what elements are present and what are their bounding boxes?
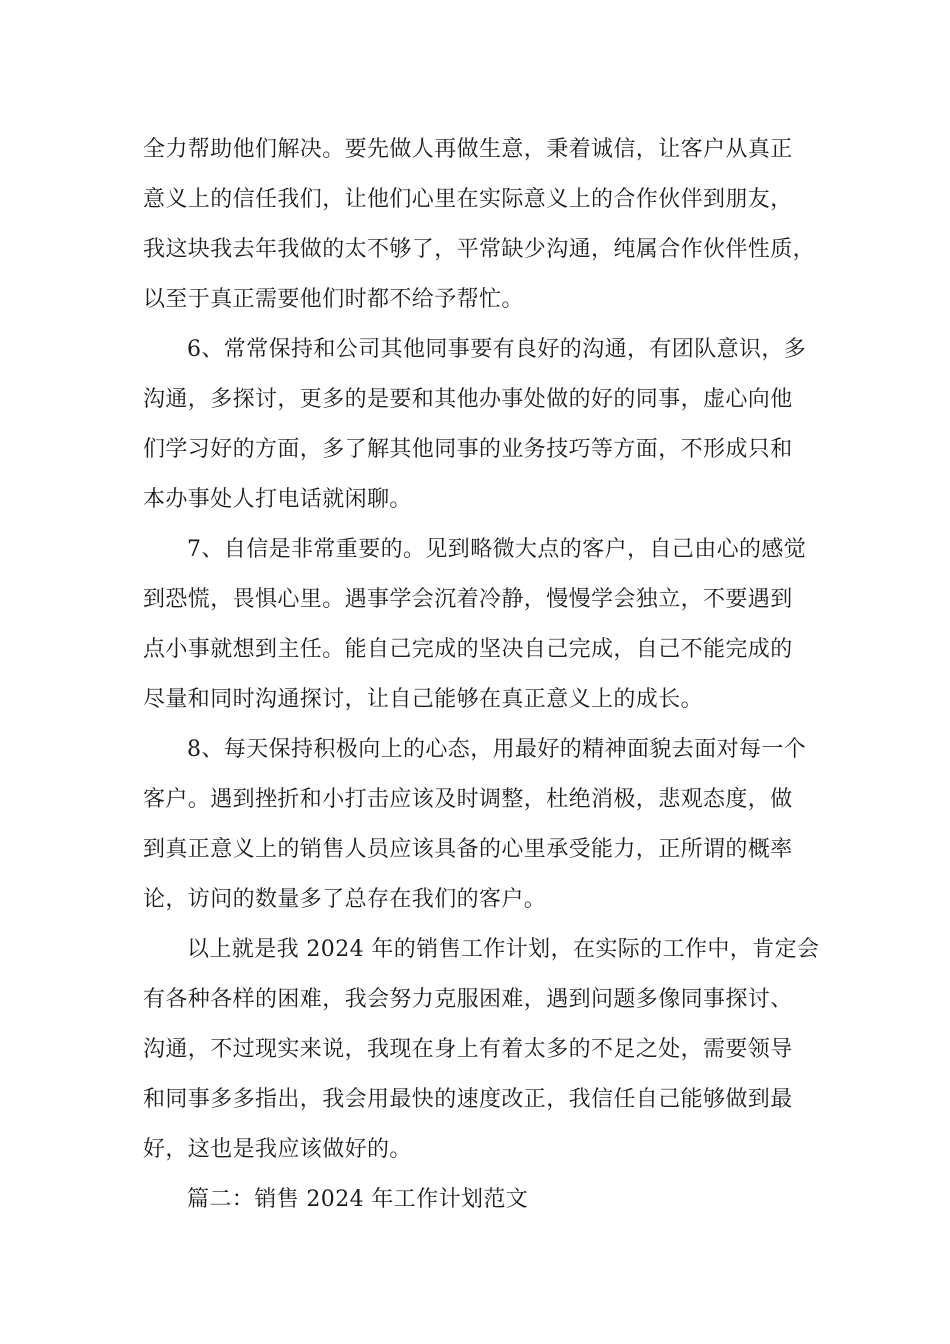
text-line: 到恐慌，畏惧心里。遇事学会沉着冷静，慢慢学会独立，不要遇到 — [143, 587, 793, 612]
text-line: 们学习好的方面，多了解其他同事的业务技巧等方面，不形成只和 — [143, 437, 793, 462]
conclusion-first-line: 以上就是我 2024 年的销售工作计划，在实际的工作中，肯定会 — [187, 937, 820, 962]
text-line: 有各种各样的困难，我会努力克服困难，遇到问题多像同事探讨、 — [143, 987, 793, 1012]
text-line: 以至于真正需要他们时都不给予帮忙。 — [143, 287, 524, 312]
text-line: 点小事就想到主任。能自己完成的坚决自己完成，自己不能完成的 — [143, 637, 793, 662]
text-line: 本办事处人打电话就闲聊。 — [143, 487, 412, 512]
text-line: 我这块我去年我做的太不够了，平常缺少沟通，纯属合作伙伴性质， — [143, 237, 816, 262]
text-line: 好，这也是我应该做好的。 — [143, 1137, 412, 1162]
text-line: 和同事多多指出，我会用最快的速度改正，我信任自己能够做到最 — [143, 1087, 793, 1112]
text-line: 尽量和同时沟通探讨，让自己能够在真正意义上的成长。 — [143, 687, 704, 712]
text-line: 全力帮助他们解决。要先做人再做生意，秉着诚信，让客户从真正 — [143, 137, 793, 162]
text-line: 意义上的信任我们，让他们心里在实际意义上的合作伙伴到朋友， — [143, 187, 793, 212]
paragraph-7-first-line: 7、自信是非常重要的。见到略微大点的客户，自己由心的感觉 — [187, 537, 807, 562]
section-heading: 篇二：销售 2024 年工作计划范文 — [187, 1187, 529, 1212]
text-line: 沟通，多探讨，更多的是要和其他办事处做的好的同事，虚心向他 — [143, 387, 793, 412]
text-line: 到真正意义上的销售人员应该具备的心里承受能力，正所谓的概率 — [143, 837, 793, 862]
paragraph-8-first-line: 8、每天保持积极向上的心态，用最好的精神面貌去面对每一个 — [187, 737, 807, 762]
paragraph-6-first-line: 6、常常保持和公司其他同事要有良好的沟通，有团队意识，多 — [187, 337, 807, 362]
text-line: 论，访问的数量多了总存在我们的客户。 — [143, 887, 547, 912]
document-body — [143, 125, 833, 1225]
text-line: 客户。遇到挫折和小打击应该及时调整，杜绝消极，悲观态度，做 — [143, 787, 793, 812]
text-line: 沟通，不过现实来说，我现在身上有着太多的不足之处，需要领导 — [143, 1037, 793, 1062]
